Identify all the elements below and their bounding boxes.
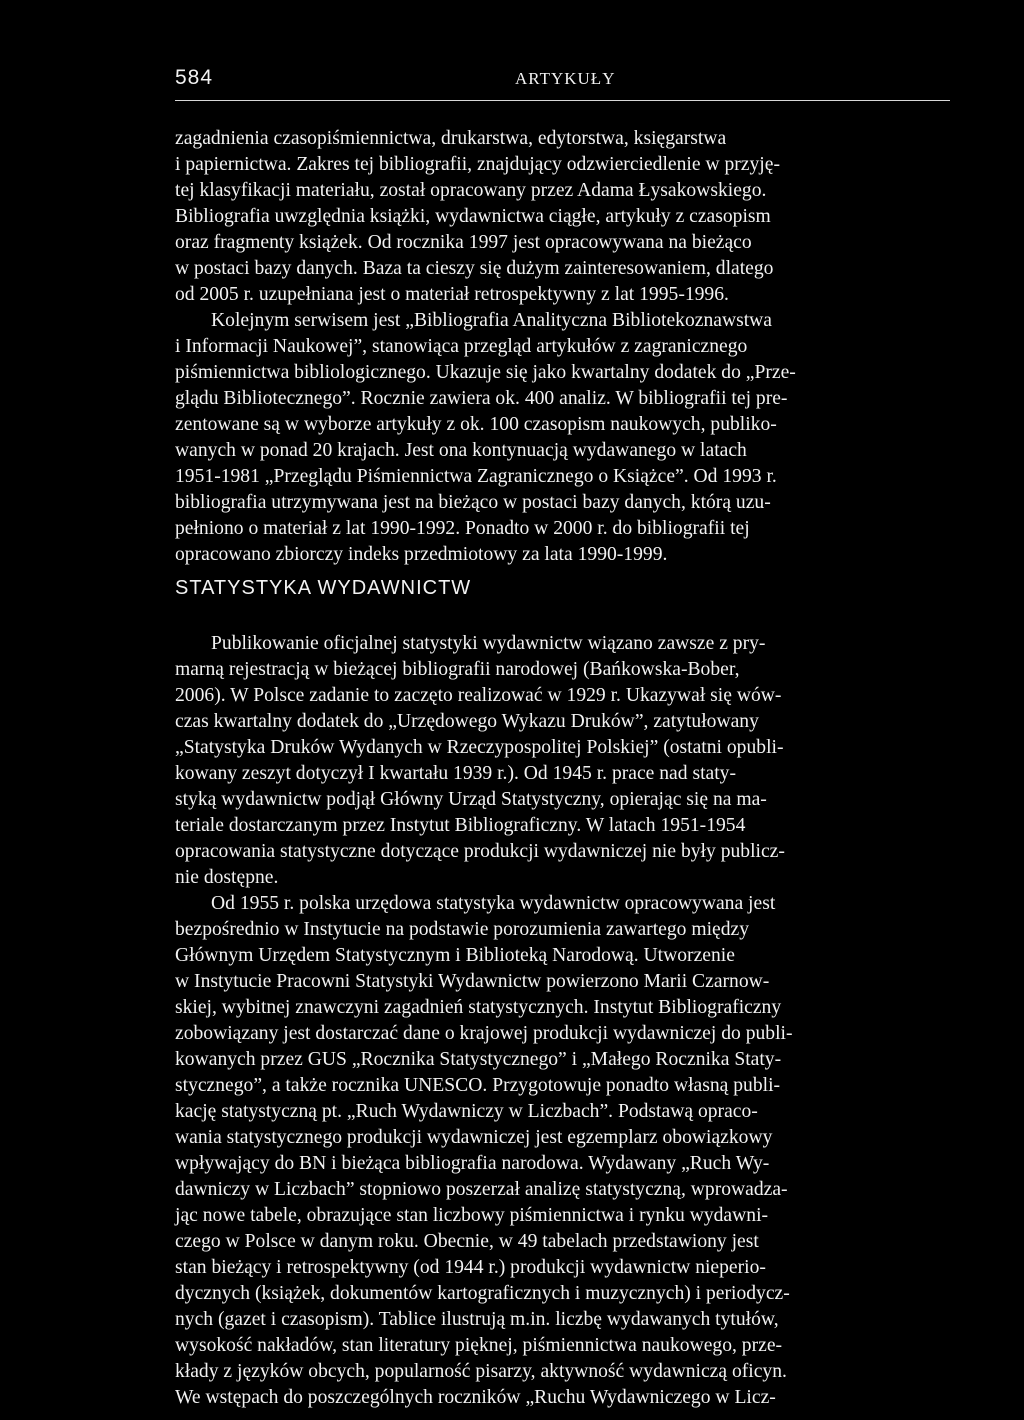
text-line: czas kwartalny dodatek do „Urzędowego Wykazu Druków”, zatytułowany	[175, 711, 759, 732]
text-line: i Informacji Naukowej”, stanowiąca przegląd artykułów z zagranicznego	[175, 336, 748, 357]
page-header	[175, 66, 950, 96]
page-number: 584	[175, 66, 214, 89]
text-line: dawniczy w Liczbach” stopniowo poszerzał analizę statystyczną, wprowadza-	[175, 1179, 788, 1200]
text-line: opracowano zbiorczy indeks przedmiotowy za lata 1990-1999.	[175, 544, 668, 565]
text-line: skiej, wybitnej znawczyni zagadnień statystycznych. Instytut Bibliograficzny	[175, 997, 782, 1018]
text-line: styką wydawnictw podjął Główny Urząd Statystyczny, opierając się na ma-	[175, 789, 767, 810]
text-line: wania statystycznego produkcji wydawniczej jest egzemplarz obowiązkowy	[175, 1127, 773, 1148]
text-line: oraz fragmenty książek. Od rocznika 1997 jest opracowywana na bieżąco	[175, 232, 752, 253]
text-line: jąc nowe tabele, obrazujące stan liczbowy piśmiennictwa i rynku wydawni-	[175, 1205, 769, 1226]
running-head: ARTYKUŁY	[515, 69, 616, 88]
text-line: wysokość nakładów, stan literatury pięknej, piśmiennictwa naukowego, prze-	[175, 1335, 783, 1356]
text-line: Kolejnym serwisem jest „Bibliografia Analityczna Bibliotekoznawstwa	[211, 310, 773, 331]
text-line: 1951-1981 „Przeglądu Piśmiennictwa Zagranicznego o Książce”. Od 1993 r.	[175, 466, 777, 487]
text-line: nych (gazet i czasopism). Tablice ilustrują m.in. liczbę wydawanych tytułów,	[175, 1309, 779, 1330]
paragraph-block-statistics	[175, 631, 955, 1411]
text-line: wpływający do BN i bieżąca bibliografia narodowa. Wydawany „Ruch Wy-	[175, 1153, 770, 1174]
text-line: kację statystyczną pt. „Ruch Wydawniczy w Liczbach”. Podstawą opraco-	[175, 1101, 758, 1122]
text-line: i papiernictwa. Zakres tej bibliografii, znajdujący odzwierciedlenie w przyję-	[175, 154, 780, 175]
text-line: pełniono o materiał z lat 1990-1992. Ponadto w 2000 r. do bibliografii tej	[175, 518, 750, 539]
text-line: bibliografia utrzymywana jest na bieżąco w postaci bazy danych, którą uzu-	[175, 492, 771, 513]
text-line: Publikowanie oficjalnej statystyki wydawnictw wiązano zawsze z pry-	[211, 633, 766, 654]
text-line: dycznych (książek, dokumentów kartograficznych i muzycznych) i periodycz-	[175, 1283, 790, 1304]
text-line: w Instytucie Pracowni Statystyki Wydawnictw powierzono Marii Czarnow-	[175, 971, 770, 992]
text-line: zagadnienia czasopiśmiennictwa, drukarstwa, edytorstwa, księgarstwa	[175, 128, 727, 149]
text-line: We wstępach do poszczególnych roczników „Ruchu Wydawniczego w Licz-	[175, 1387, 776, 1408]
text-line: od 2005 r. uzupełniana jest o materiał retrospektywny z lat 1995-1996.	[175, 284, 729, 305]
text-line: wanych w ponad 20 krajach. Jest ona kontynuacją wydawanego w latach	[175, 440, 747, 461]
text-line: bezpośrednio w Instytucie na podstawie porozumienia zawartego między	[175, 919, 750, 940]
text-line: kowany zeszyt dotyczył I kwartału 1939 r.). Od 1945 r. prace nad staty-	[175, 763, 736, 784]
text-line: tej klasyfikacji materiału, został opracowany przez Adama Łysakowskiego.	[175, 180, 767, 201]
text-line: Od 1955 r. polska urzędowa statystyka wydawnictw opracowywana jest	[211, 893, 776, 914]
text-line: marną rejestracją w bieżącej bibliografii narodowej (Bańkowska-Bober,	[175, 659, 740, 680]
text-line: stan bieżący i retrospektywny (od 1944 r.) produkcji wydawnictw nieperio-	[175, 1257, 766, 1278]
text-line: czego w Polsce w danym roku. Obecnie, w 49 tabelach przedstawiony jest	[175, 1231, 759, 1252]
text-line: 2006). W Polsce zadanie to zaczęto realizować w 1929 r. Ukazywał się wów-	[175, 685, 782, 706]
text-line: glądu Bibliotecznego”. Rocznie zawiera ok. 400 analiz. W bibliografii tej pre-	[175, 388, 788, 409]
paragraph-block-bibliography	[175, 126, 955, 568]
text-line: w postaci bazy danych. Baza ta cieszy się dużym zainteresowaniem, dlatego	[175, 258, 774, 279]
text-line: nie dostępne.	[175, 867, 279, 888]
text-line: teriale dostarczanym przez Instytut Bibliograficzny. W latach 1951-1954	[175, 815, 746, 836]
text-line: „Statystyka Druków Wydanych w Rzeczypospolitej Polskiej” (ostatni opubli-	[175, 737, 784, 758]
text-line: zobowiązany jest dostarczać dane o krajowej produkcji wydawniczej do publi-	[175, 1023, 793, 1044]
text-line: opracowania statystyczne dotyczące produkcji wydawniczej nie były publicz-	[175, 841, 785, 862]
text-line: stycznego”, a także rocznika UNESCO. Przygotowuje ponadto własną publi-	[175, 1075, 781, 1096]
header-rule	[175, 100, 950, 101]
text-line: Bibliografia uwzględnia książki, wydawnictwa ciągłe, artykuły z czasopism	[175, 206, 771, 227]
section-heading: STATYSTYKA WYDAWNICTW	[175, 577, 472, 599]
text-line: zentowane są w wyborze artykuły z ok. 100 czasopism naukowych, publiko-	[175, 414, 777, 435]
text-line: Głównym Urzędem Statystycznym i Biblioteką Narodową. Utworzenie	[175, 945, 735, 966]
text-line: kłady z języków obcych, popularność pisarzy, aktywność wydawniczą oficyn.	[175, 1361, 787, 1382]
text-line: piśmiennictwa bibliologicznego. Ukazuje się jako kwartalny dodatek do „Prze-	[175, 362, 796, 383]
text-line: kowanych przez GUS „Rocznika Statystycznego” i „Małego Rocznika Staty-	[175, 1049, 782, 1070]
